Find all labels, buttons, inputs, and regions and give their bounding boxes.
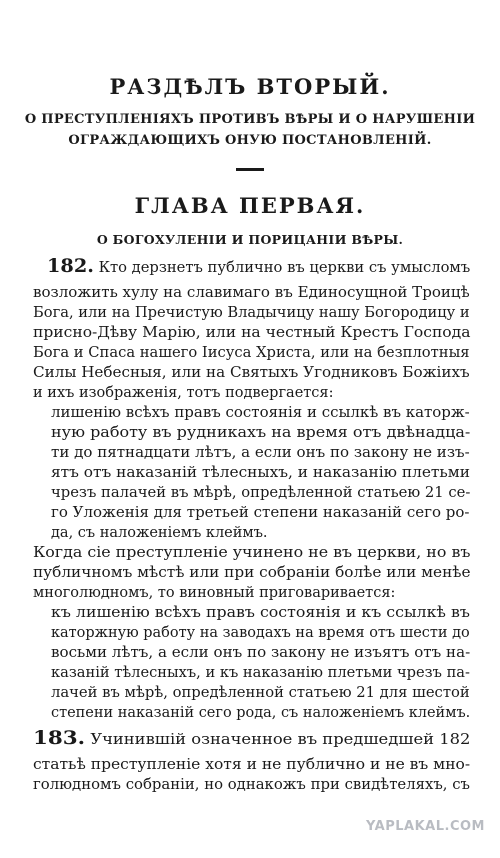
article-182-line-10: ти до пятнадцати лѣтъ, а если онъ по закону не изъ-	[51, 445, 470, 461]
article-182-line-22: лачей въ мѣрѣ, опредѣленной статьею 21 для шестой	[51, 685, 470, 701]
article-182-line-14: да, съ наложеніемъ клеймъ.	[51, 525, 268, 541]
article-182-line-9: ную работу въ рудникахъ на время отъ двѣнадца-	[51, 425, 471, 441]
article-182-line-7: и ихъ изображенія, тотъ подвергается:	[33, 385, 334, 401]
article-number-183: 183.	[33, 727, 86, 749]
article-183-line-1: 183. Учинившій означенное въ предшедшей 182	[33, 727, 471, 749]
article-182-line-17: многолюдномъ, то виновный приговаривается:	[33, 585, 396, 601]
separator-dash	[236, 168, 264, 171]
article-182-line-3: Бога, или на Пречистую Владычицу нашу Богородицу и	[33, 305, 470, 321]
article-182-line-15: Когда сіе преступленіе учинено не въ церкви, но въ	[33, 545, 471, 561]
article-182-line-19: каторжную работу на заводахъ на время отъ шести до	[51, 625, 470, 641]
section-subtitle-line-2: ОГРАЖДАЮЩИХЪ ОНУЮ ПОСТАНОВЛЕНІЙ.	[68, 133, 432, 148]
article-182-line-1: 182. Кто дерзнетъ публично въ церкви съ умысломъ	[47, 255, 471, 277]
article-182-line-13: го Уложенія для третьей степени наказаній сего ро-	[51, 505, 470, 521]
article-182-line-6: Силы Небесныя, или на Святыхъ Угодниковъ Божіихъ	[33, 365, 470, 381]
article-number-182: 182.	[47, 255, 94, 277]
article-182-line-20: восьми лѣтъ, а если онъ по закону не изъятъ отъ на-	[51, 645, 471, 661]
article-182-line-12: чрезъ палачей въ мѣрѣ, опредѣленной статьею 21 се-	[51, 485, 471, 501]
article-182-line-16: публичномъ мѣстѣ или при собраніи болѣе или менѣе	[33, 565, 471, 581]
article-182-line-21: казаній тѣлесныхъ, и къ наказанію плетьми чрезъ па-	[51, 665, 470, 681]
section-subtitle-line-1: О ПРЕСТУПЛЕНІЯХЪ ПРОТИВЪ ВѢРЫ И О НАРУШЕНІИ	[24, 112, 476, 127]
chapter-title: ГЛАВА ПЕРВАЯ.	[134, 193, 366, 218]
article-183-line-3: голюдномъ собраніи, но однакожъ при свидѣтеляхъ, съ	[33, 777, 471, 793]
article-182-line-5: Бога и Спаса нашего Іисуса Христа, или на безплотныя	[33, 345, 470, 361]
article-182-line-11: ятъ отъ наказаній тѣлесныхъ, и наказанію плетьми	[51, 465, 470, 481]
article-182-line-18: къ лишенію всѣхъ правъ состоянія и къ ссылкѣ въ	[51, 605, 470, 621]
article-182-line-4: присно-Дѣву Марію, или на честный Крестъ Господа	[33, 325, 471, 341]
watermark: YAPLAKAL.COM	[366, 819, 485, 834]
article-182-line-23: степени наказаній сего рода, съ наложеніемъ клеймъ.	[51, 705, 471, 721]
article-182-line-8: лишенію всѣхъ правъ состоянія и ссылкѣ въ каторж-	[51, 405, 470, 421]
chapter-subtitle: О БОГОХУЛЕНІИ И ПОРИЦАНІИ ВѢРЫ.	[96, 232, 404, 247]
article-182-line-2: возложить хулу на славимаго въ Единосущной Троицѣ	[33, 285, 470, 301]
section-title: РАЗДѢЛЪ ВТОРЫЙ.	[109, 74, 391, 99]
article-183-line-2: статьѣ преступленіе хотя и не публично и не въ мно-	[33, 757, 471, 773]
